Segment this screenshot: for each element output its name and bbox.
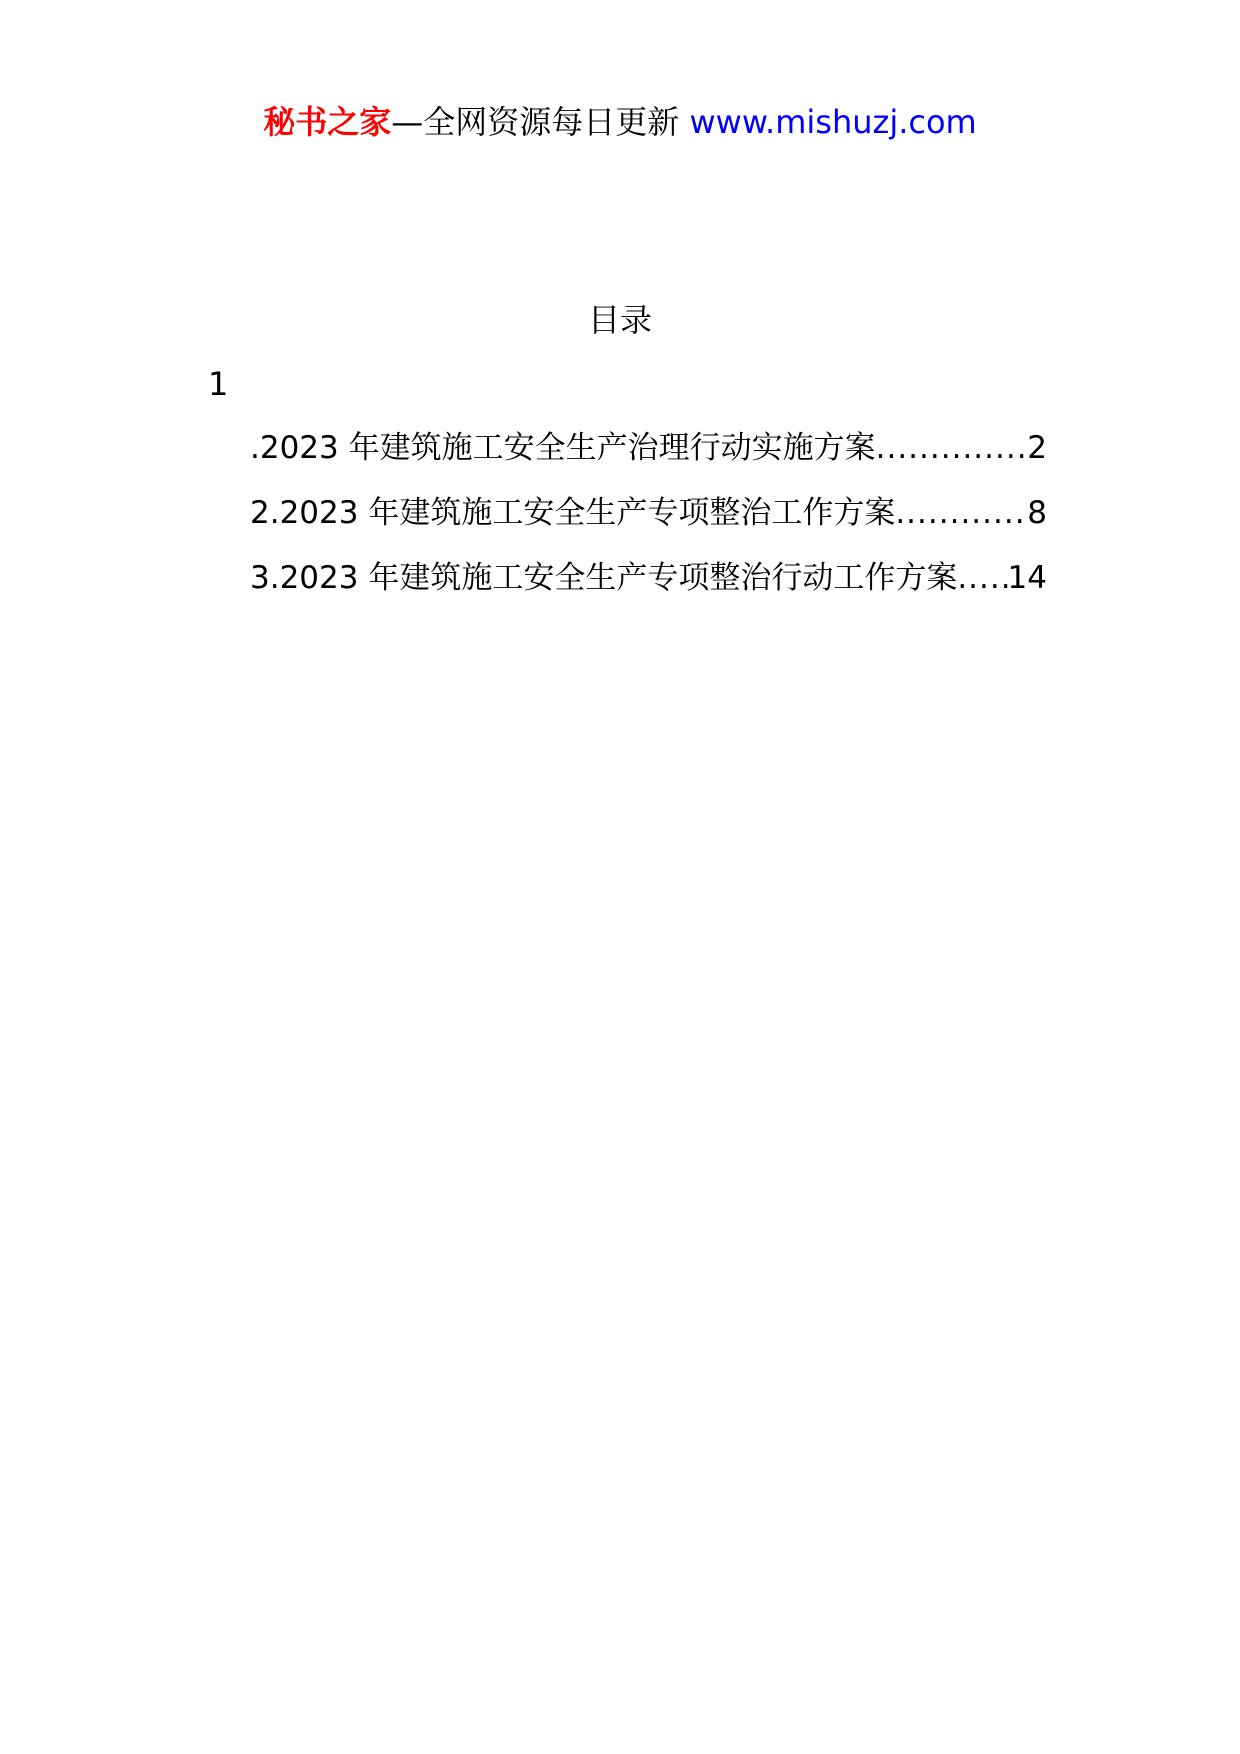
toc-entry-3[interactable]: [250, 554, 1047, 602]
toc-lead-number: 1: [208, 365, 229, 403]
toc-page-number: 8: [1027, 495, 1047, 531]
toc-dot-leader: [895, 489, 1027, 537]
toc-entry-2[interactable]: [250, 489, 1047, 537]
toc-page-number: 14: [1007, 560, 1047, 596]
website-link[interactable]: www.mishuzj.com: [689, 103, 977, 141]
toc-entry-title: .2023 年建筑施工安全生产治理行动实施方案: [250, 430, 876, 466]
page-header: [0, 98, 1240, 146]
toc-page-number: 2: [1027, 430, 1047, 466]
toc-entry-title: 3.2023 年建筑施工安全生产专项整治行动工作方案: [250, 560, 958, 596]
header-tagline: —全网资源每日更新: [391, 103, 680, 141]
toc-entry-1[interactable]: [250, 424, 1047, 472]
toc-dot-leader: [957, 554, 1007, 602]
toc-title: 目录: [587, 301, 652, 339]
toc-dot-leader: [876, 424, 1028, 472]
brand-name: 秘书之家: [263, 103, 392, 141]
toc-entry-title: 2.2023 年建筑施工安全生产专项整治工作方案: [250, 495, 896, 531]
